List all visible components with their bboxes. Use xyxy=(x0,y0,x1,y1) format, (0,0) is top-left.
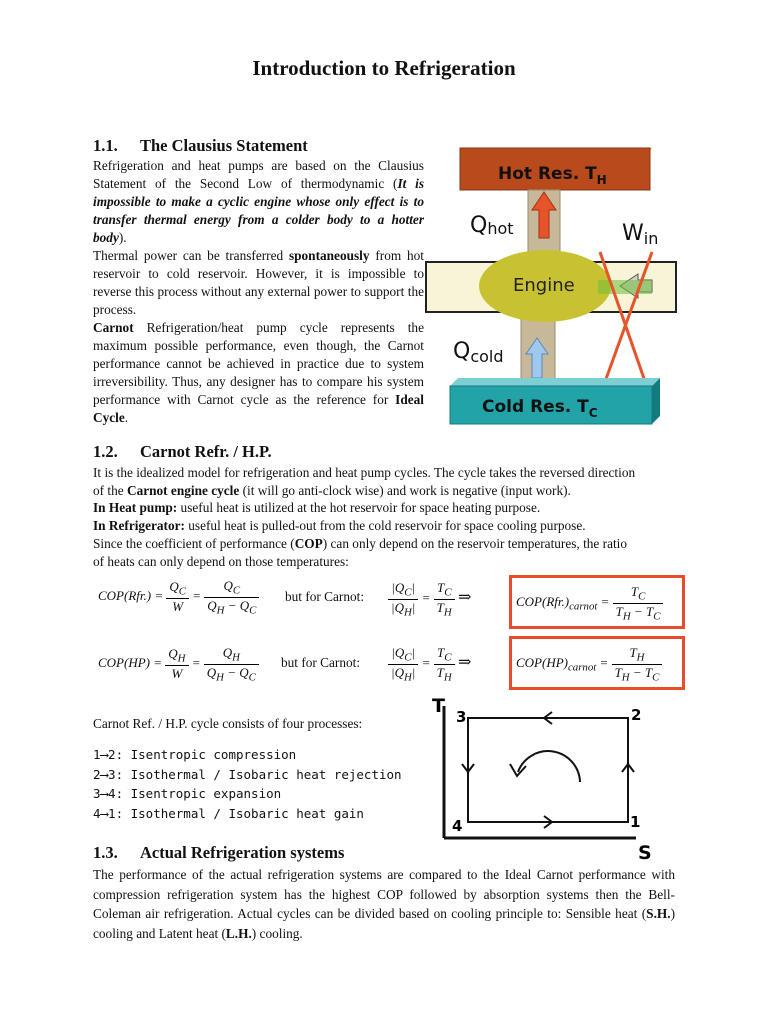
text-line: It is the idealized model for refrigeration and heat pump cycles. The cycle takes the reversed direction xyxy=(93,465,636,480)
text: ) cooling and Latent heat ( xyxy=(93,906,675,941)
text: The performance of the actual refrigeration systems are compared to the Ideal Carnot performance with compression refrigeration system has the highest COP followed by absorption systems then the Bell-Coleman air refrigeration. Actual cycles can be divided based on cooling principle to: Sensible heat ( xyxy=(93,867,675,921)
section-heading-1-2 xyxy=(93,442,272,462)
clausius-statement-quote: It is impossible to make a cyclic engine whose only effect is to transfer thermal energy from a colder body to a hotter body xyxy=(93,176,424,245)
cop-hp-carnot-box xyxy=(509,636,685,690)
q-cold-label: Qcold xyxy=(453,339,504,366)
section-number: 1.3. xyxy=(93,843,118,862)
text: from hot reservoir to cold reservoir. However, it is impossible to reverse this process without any external power to support the process. xyxy=(93,248,424,317)
text: . xyxy=(124,410,129,425)
point-3: 3 xyxy=(456,708,467,726)
cycle-intro: Carnot Ref. / H.P. cycle consists of four processes: xyxy=(93,716,363,731)
refrigeration-reservoir-diagram xyxy=(420,140,685,430)
s-axis-label: S xyxy=(638,842,652,864)
bold-text: L.H. xyxy=(225,925,252,941)
cold-reservoir-side xyxy=(652,378,660,424)
clausius-paragraph xyxy=(93,157,424,427)
section-title: The Clausius Statement xyxy=(140,136,308,155)
text: of the xyxy=(93,483,127,498)
text-line xyxy=(93,482,571,500)
anticlockwise-arrow xyxy=(518,751,580,782)
text: Refrigeration and heat pumps are based on the Clausius Statement of the Second Low of thermodynamic ( xyxy=(93,158,424,191)
text-line: of heats can only depend on those temperatures: xyxy=(93,554,349,569)
section-title: Actual Refrigeration systems xyxy=(140,843,345,862)
bold-text: spontaneously xyxy=(288,248,370,263)
page-title: Introduction to Refrigeration xyxy=(252,56,516,80)
text: useful heat is pulled-out from the cold reservoir for space cooling purpose. xyxy=(184,518,586,533)
text: (it will go anti-clock wise) and work is negative (input work). xyxy=(239,483,571,498)
equation-cop-rfr-carnot: $COP(Rfr.)_{carnot}$ = $\frac{T_C}{T_H - T_C}$ xyxy=(516,584,663,622)
but-for-carnot-label: but for Carnot: xyxy=(285,589,365,604)
bold-text: COP xyxy=(294,536,323,551)
cold-reservoir-label: Cold Res. $T_C$ xyxy=(482,397,598,420)
text: Refrigeration/heat pump cycle represents the maximum possible performance, even though, the Carnot performance cannot be achieved in practice due to system irreversibility. Thus, any designer has to compare his system performance with Carnot cycle as the reference for xyxy=(93,320,424,407)
but-for-carnot-label: but for Carnot: xyxy=(281,655,361,670)
ts-diagram xyxy=(422,694,662,864)
equation-text: COP(Rfr.) xyxy=(98,588,152,604)
subscript: carnot xyxy=(568,661,597,674)
section-title: Carnot Refr. / H.P. xyxy=(140,442,272,461)
text-line xyxy=(93,517,586,535)
text: ) can only depend on the reservoir temperatures, the ratio xyxy=(322,536,628,551)
text-line xyxy=(93,535,627,553)
engine-label: Engine xyxy=(513,275,575,296)
point-1: 1 xyxy=(630,813,641,831)
point-2: 2 xyxy=(631,706,642,724)
bold-text: Carnot xyxy=(93,320,134,335)
cycle-step: 1⟶2: Isentropic compression xyxy=(93,747,297,762)
equation-carnot-ratio: $\frac{|Q_C|}{|Q_H|}$ = $\frac{T_C}{T_H}$ ⇒ xyxy=(388,645,471,683)
text-line xyxy=(93,499,540,517)
w-in-label: Win xyxy=(622,221,659,248)
section-number: 1.1. xyxy=(93,136,118,155)
section-heading-1-1 xyxy=(93,136,308,156)
bold-text: Carnot engine cycle xyxy=(126,483,240,498)
equation-text: COP(HP) xyxy=(516,655,568,671)
cycle-step: 4⟶1: Isothermal / Isobaric heat gain xyxy=(93,805,364,821)
subscript: carnot xyxy=(569,600,598,613)
cold-reservoir-top xyxy=(450,378,660,386)
section-number: 1.2. xyxy=(93,442,118,461)
text: ) cooling. xyxy=(251,925,303,941)
equation-text: COP(Rfr.) xyxy=(516,594,570,610)
equation-cop-hp-carnot: $COP(HP)_{carnot}$ = $\frac{T_H}{T_H - T_C}$ xyxy=(516,645,662,683)
cycle-rectangle xyxy=(468,718,628,822)
q-hot-label: Qhot xyxy=(470,213,514,238)
bold-text: In Heat pump: xyxy=(93,500,178,515)
equation-cop-rfr: COP(Rfr.) = $\frac{Q_C}{W}$ = $\frac{Q_C}{Q_H - Q_C}$ xyxy=(98,578,259,616)
equation-carnot-ratio: $\frac{|Q_C|}{|Q_H|}$ = $\frac{T_C}{T_H}$ ⇒ xyxy=(388,580,471,618)
cycle-step: 2⟶3: Isothermal / Isobaric heat rejection xyxy=(93,766,402,782)
actual-systems-paragraph xyxy=(93,865,675,943)
section-heading-1-3 xyxy=(93,843,344,863)
cycle-step: 3⟶4: Isentropic expansion xyxy=(93,786,282,801)
equation-cop-hp: COP(HP) = $\frac{Q_H}{W}$ = $\frac{Q_H}{Q_H - Q_C}$ xyxy=(98,645,259,683)
text: useful heat is utilized at the hot reservoir for space heating purpose. xyxy=(177,500,541,515)
text: Since the coefficient of performance ( xyxy=(93,536,295,551)
t-axis-label: T xyxy=(432,695,445,717)
equation-text: COP(HP) xyxy=(98,655,150,671)
text: ). xyxy=(118,230,127,245)
text: Thermal power can be transferred xyxy=(93,248,289,263)
bold-text: Ideal Cycle xyxy=(93,392,424,425)
cycle-steps xyxy=(93,745,402,823)
hot-reservoir-label: Hot Res. $T_H$ xyxy=(498,164,607,187)
w-in-shaft xyxy=(598,280,652,294)
bold-text: S.H. xyxy=(646,906,671,921)
bold-text: In Refrigerator: xyxy=(93,518,185,533)
point-4: 4 xyxy=(452,817,463,835)
cop-rfr-carnot-box xyxy=(509,575,685,629)
